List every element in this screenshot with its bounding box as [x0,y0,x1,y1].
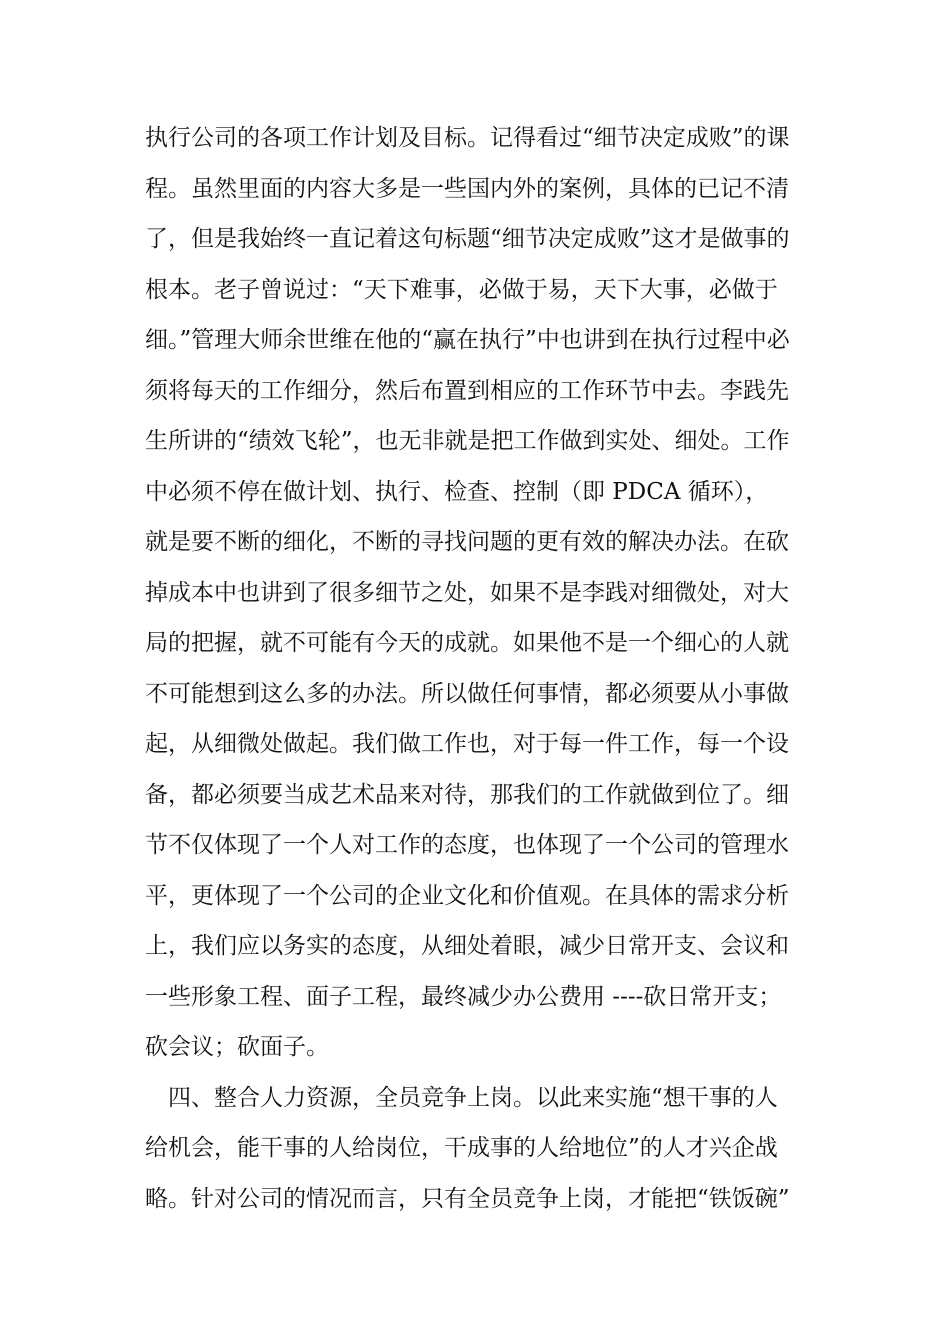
text-line: 砍会议；砍面子。 [145,1034,329,1060]
body-text [145,113,825,1224]
text-line: 上，我们应以务实的态度，从细处着眼，减少日常开支、会议和 [145,933,789,959]
text-line: 执行公司的各项工作计划及目标。记得看过“细节决定成败”的课 [145,125,790,151]
text-line: 细。”管理大师余世维在他的“赢在执行”中也讲到在执行过程中必 [145,327,790,353]
text-line: 局的把握，就不可能有今天的成就。如果他不是一个细心的人就 [145,630,789,656]
text-line: 略。针对公司的情况而言，只有全员竞争上岗，才能把“铁饭碗” [145,1185,790,1212]
text-line: 程。虽然里面的内容大多是一些国内外的案例，具体的已记不清 [145,175,789,202]
text-line: 备，都必须要当成艺术品来对待，那我们的工作就做到位了。细 [145,781,789,808]
text-line: 给机会，能干事的人给岗位，干成事的人给地位”的人才兴企战 [145,1135,778,1161]
text-line: 掉成本中也讲到了很多细节之处，如果不是李践对细微处，对大 [145,579,789,606]
text-line: 了，但是我始终一直记着这句标题“细节决定成败”这才是做事的 [145,226,790,252]
text-line: 须将每天的工作细分，然后布置到相应的工作环节中去。李践先 [145,377,789,404]
text-line: 生所讲的“绩效飞轮”，也无非就是把工作做到实处、细处。工作 [145,428,790,454]
paragraph-start-line: 四、整合人力资源，全员竞争上岗。以此来实施“想干事的人 [145,1084,778,1111]
text-line: 中必须不停在做计划、执行、检查、控制（即 PDCA 循环）， [145,478,769,505]
text-line: 平，更体现了一个公司的企业文化和价值观。在具体的需求分析 [145,882,789,909]
text-line: 起，从细微处做起。我们做工作也，对于每一件工作，每一个设 [145,731,789,757]
text-line: 一些形象工程、面子工程，最终减少办公费用 ----砍日常开支； [145,983,782,1010]
text-line: 不可能想到这么多的办法。所以做任何事情，都必须要从小事做 [145,680,789,707]
text-line: 根本。老子曾说过：“天下难事，必做于易，天下大事，必做于 [145,276,778,303]
text-line: 就是要不断的细化，不断的寻找问题的更有效的解决办法。在砍 [145,529,789,555]
text-line: 节不仅体现了一个人对工作的态度，也体现了一个公司的管理水 [145,832,789,858]
